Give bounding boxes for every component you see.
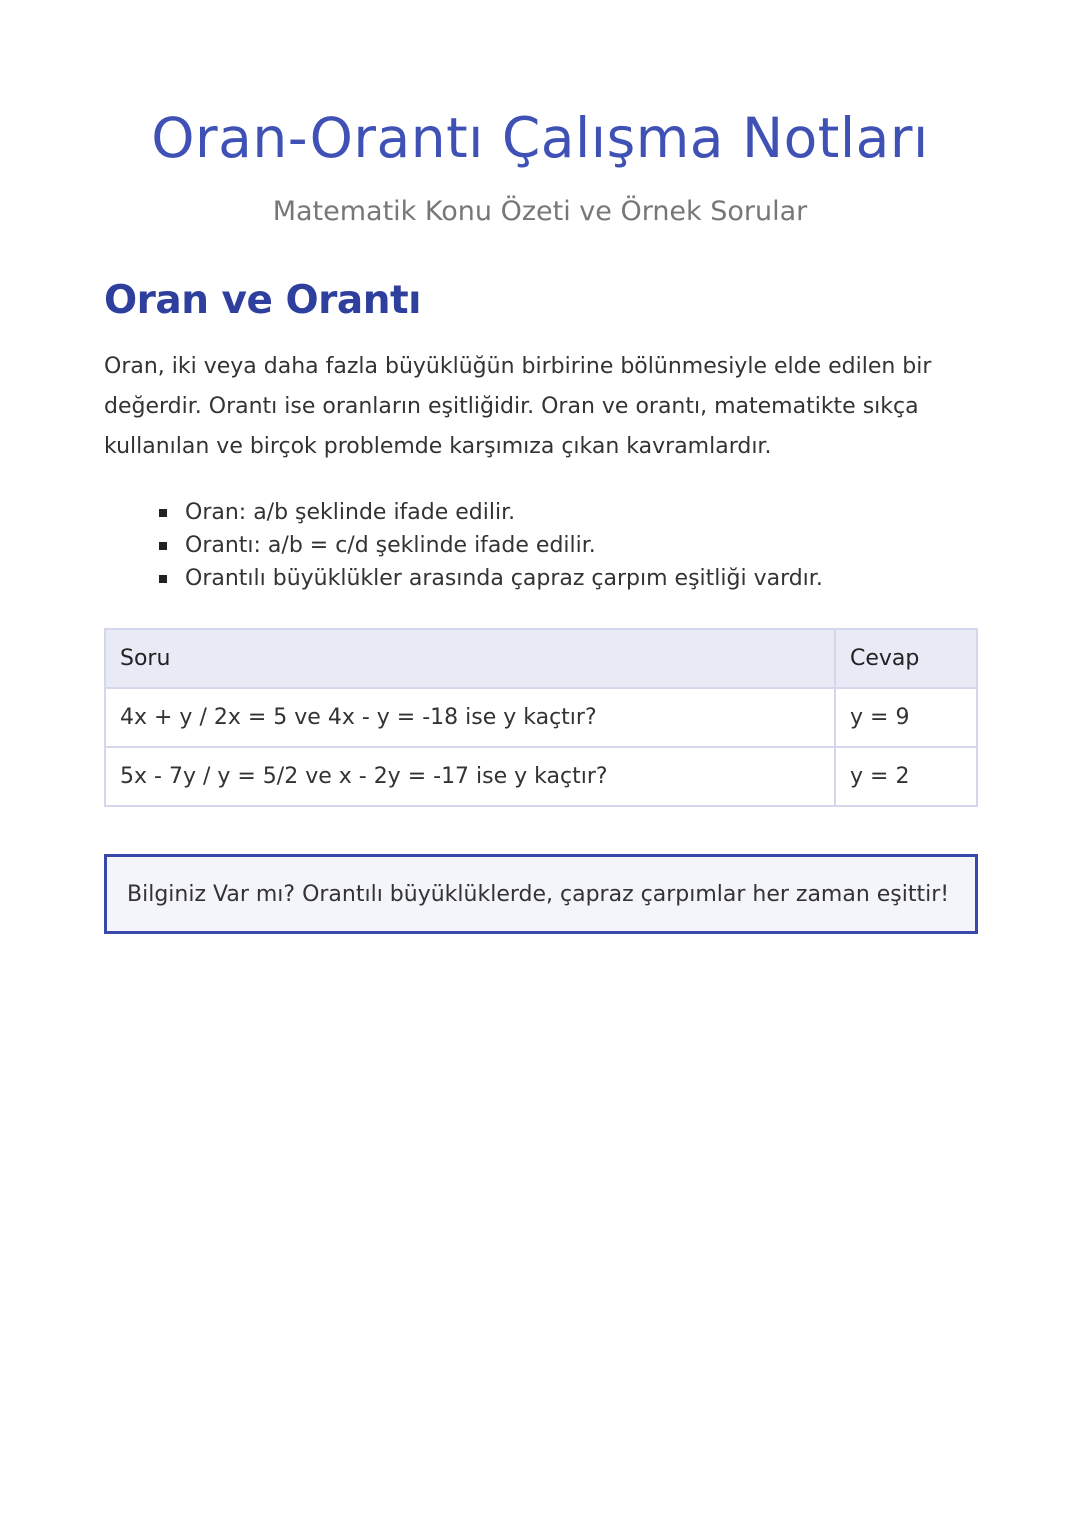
bullet-list — [104, 496, 976, 595]
table-row — [105, 747, 977, 806]
list-item-text: Oran: a/b şeklinde ifade edilir. — [185, 500, 516, 525]
page-subtitle: Matematik Konu Özeti ve Örnek Sorular — [272, 196, 808, 227]
answer-cell: y = 9 — [835, 688, 977, 747]
question-cell: 5x - 7y / y = 5/2 ve x - 2y = -17 ise y kaçtır? — [105, 747, 835, 806]
section-heading: Oran ve Orantı — [104, 278, 421, 323]
square-bullet-icon — [159, 509, 167, 517]
table-header-row — [105, 629, 977, 688]
square-bullet-icon — [159, 542, 167, 550]
question-answer-table — [104, 628, 978, 807]
header-answer: Cevap — [835, 629, 977, 688]
header-question: Soru — [105, 629, 835, 688]
answer-cell: y = 2 — [835, 747, 977, 806]
callout-text: Bilginiz Var mı? Orantılı büyüklüklerde, çapraz çarpımlar her zaman eşittir! — [127, 881, 950, 907]
list-item — [104, 496, 976, 529]
square-bullet-icon — [159, 575, 167, 583]
list-item — [104, 562, 976, 595]
info-callout — [104, 854, 978, 934]
intro-paragraph: Oran, iki veya daha fazla büyüklüğün birbirine bölünmesiyle elde edilen bir değerdir. Orantı ise oranların eşitliğidir. Oran ve orantı, matematikte sıkça kullanılan ve birçok problemde karşımıza çıkan kavramlardır. — [104, 354, 932, 459]
page-title: Oran-Orantı Çalışma Notları — [151, 106, 929, 170]
list-item-text: Orantılı büyüklükler arasında çapraz çarpım eşitliği vardır. — [185, 566, 823, 591]
list-item — [104, 529, 976, 562]
question-cell: 4x + y / 2x = 5 ve 4x - y = -18 ise y kaçtır? — [105, 688, 835, 747]
table-row — [105, 688, 977, 747]
list-item-text: Orantı: a/b = c/d şeklinde ifade edilir. — [185, 533, 596, 558]
